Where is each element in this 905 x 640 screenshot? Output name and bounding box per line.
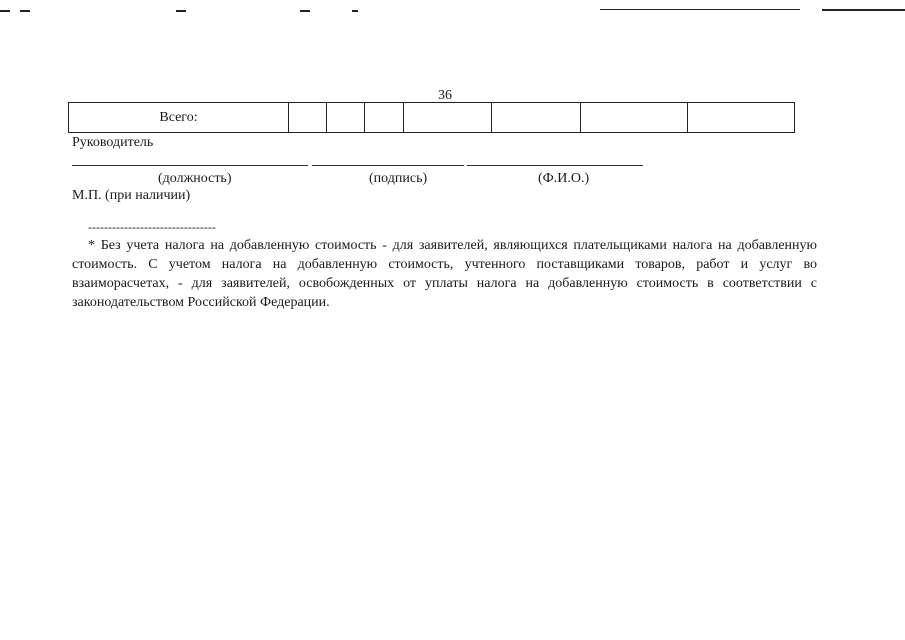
name-line [467, 165, 643, 166]
scan-artifact [822, 9, 905, 11]
scan-artifact [600, 9, 800, 10]
stamp-label: М.П. (при наличии) [72, 188, 191, 203]
table-cell [688, 103, 795, 133]
footnote-text: * Без учета налога на добавленную стоимость - для заявителей, являющихся плательщиками налога на добавленную стоимость. С учетом налога на добавленную стоимость, учтенного поставщиками товаров, работ и услуг во взаиморасчетах, - для заявителей, освобожденных от уплаты налога на добавленную стоимость в соответствии с законодательством Российской Федерации. [72, 238, 817, 310]
scan-artifact [176, 10, 186, 12]
table-cell [289, 103, 327, 133]
footnote-separator: -------------------------------- [88, 220, 216, 234]
signature-caption: (подпись) [369, 171, 428, 186]
table-cell [365, 103, 404, 133]
table-cell [404, 103, 492, 133]
totals-table [68, 102, 795, 133]
table-row [69, 103, 795, 133]
page-number: 36 [438, 88, 452, 103]
name-caption: (Ф.И.О.) [538, 171, 590, 186]
scan-artifact [352, 10, 358, 12]
position-caption: (должность) [158, 171, 232, 186]
signature-line [312, 165, 464, 166]
scan-artifact [0, 10, 10, 12]
scan-artifact [300, 10, 310, 12]
table-cell [581, 103, 688, 133]
table-cell [327, 103, 365, 133]
total-label: Всего: [69, 103, 289, 133]
head-label: Руководитель [72, 135, 154, 150]
position-line [72, 165, 308, 166]
scan-artifact [20, 10, 30, 12]
table-cell [492, 103, 581, 133]
